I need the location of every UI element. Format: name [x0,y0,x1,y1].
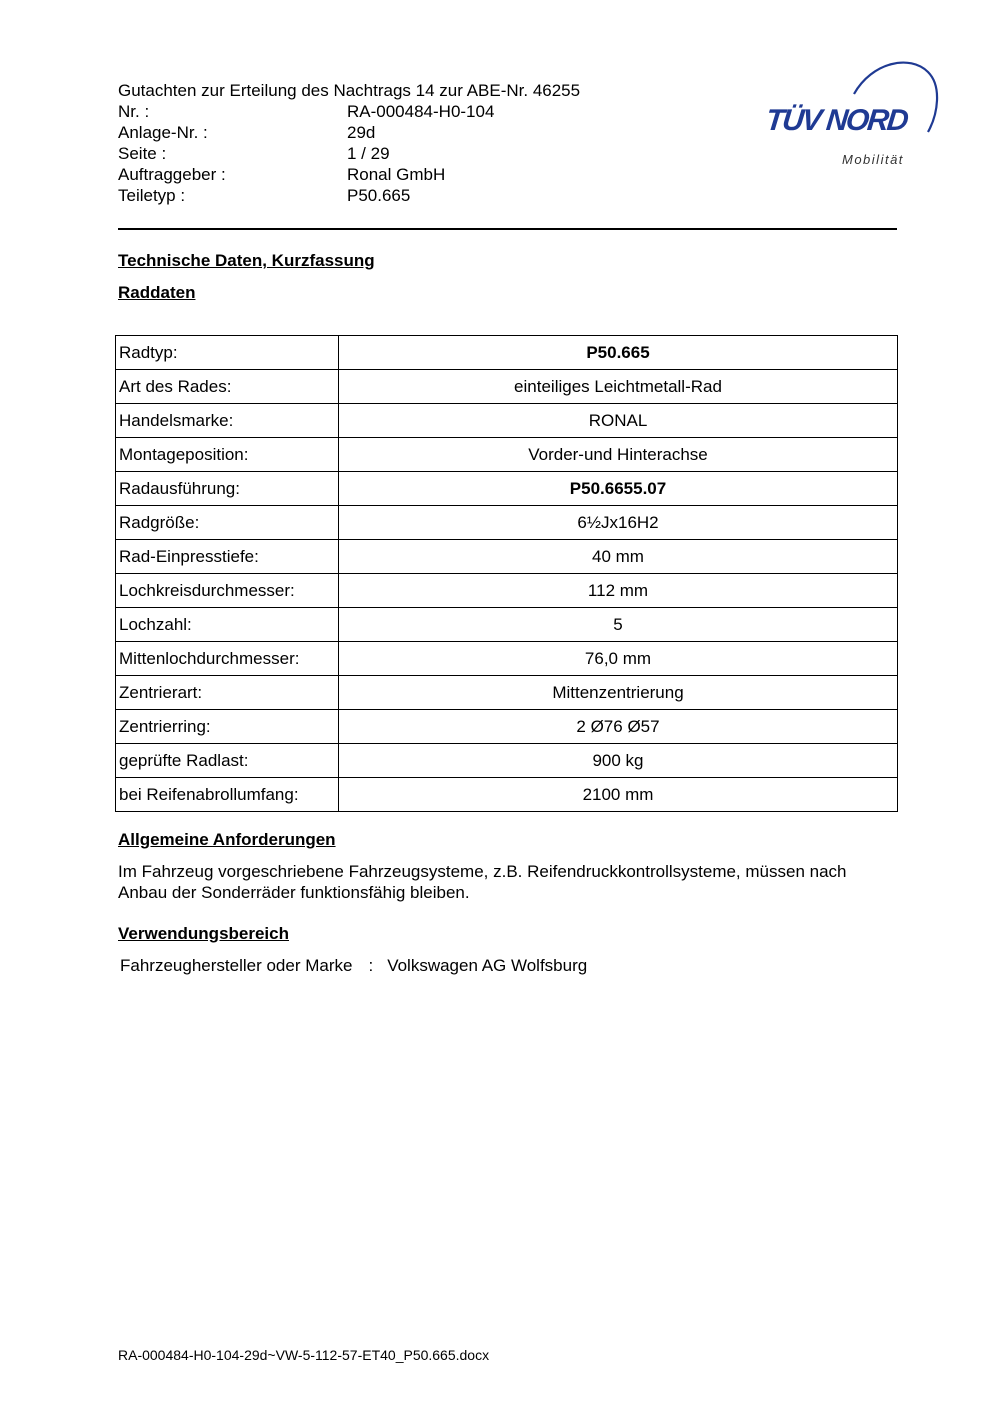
table-cell-label: Handelsmarke: [116,404,339,438]
header-value: 29d [347,123,376,142]
table-cell-value: Mittenzentrierung [339,676,898,710]
table-cell-value: 6½Jx16H2 [339,506,898,540]
table-row [116,608,898,642]
table-cell-value: 900 kg [339,744,898,778]
document-title: Gutachten zur Erteilung des Nachtrags 14 zur ABE-Nr. 46255 [118,81,581,100]
header-divider [118,228,897,230]
table-cell-value: 5 [339,608,898,642]
section-title-raddaten: Raddaten [118,283,196,302]
table-row [116,370,898,404]
table-cell-value: RONAL [339,404,898,438]
wheel-data-table [115,335,898,812]
table-cell-value: 2100 mm [339,778,898,812]
table-cell-label: Rad-Einpresstiefe: [116,540,339,574]
table-cell-value: 76,0 mm [339,642,898,676]
table-row [116,778,898,812]
header-row-seite [118,143,580,164]
anforderungen-text: Im Fahrzeug vorgeschriebene Fahrzeugsysteme, z.B. Reifendruckkontrollsysteme, müssen nach Anbau der Sonderräder funktionsfähig bleiben. [118,862,847,902]
section-title-verwendung: Verwendungsbereich [118,924,289,943]
usage-separator: : [368,956,374,975]
header-row-nr [118,101,580,122]
table-row [116,336,898,370]
section-title-anforderungen: Allgemeine Anforderungen [118,830,336,849]
table-cell-value: Vorder-und Hinterachse [339,438,898,472]
table-row [116,540,898,574]
table-row [116,574,898,608]
table-row [116,472,898,506]
table-cell-label: Radausführung: [116,472,339,506]
table-cell-value: 112 mm [339,574,898,608]
table-cell-label: Lochzahl: [116,608,339,642]
table-row [116,438,898,472]
header-value: P50.665 [347,186,411,205]
footer-filename: RA-000484-H0-104-29d~VW-5-112-57-ET40_P50.665.docx [118,1347,490,1363]
table-cell-label: Mittenlochdurchmesser: [116,642,339,676]
section-title-tech: Technische Daten, Kurzfassung [118,251,375,270]
table-cell-value: P50.6655.07 [339,472,898,506]
header-value: 1 / 29 [347,144,390,163]
table-cell-label: Art des Rades: [116,370,339,404]
table-row [116,642,898,676]
usage-line [120,956,587,976]
table-row [116,744,898,778]
usage-value: Volkswagen AG Wolfsburg [387,956,588,975]
header-label: Seite : [118,144,167,163]
table-row [116,404,898,438]
logo-subtitle: Mobilität [842,152,904,167]
header-row-anlage [118,122,580,143]
header-value: RA-000484-H0-104 [347,102,495,121]
table-cell-label: geprüfte Radlast: [116,744,339,778]
tuv-nord-logo [760,56,945,176]
table-cell-label: Radgröße: [116,506,339,540]
table-cell-label: Lochkreisdurchmesser: [116,574,339,608]
table-cell-value: 40 mm [339,540,898,574]
header-label: Nr. : [118,102,150,121]
header-label: Anlage-Nr. : [118,123,208,142]
usage-label: Fahrzeughersteller oder Marke [120,956,353,975]
table-cell-label: Zentrierring: [116,710,339,744]
table-row [116,506,898,540]
table-cell-value: einteiliges Leichtmetall-Rad [339,370,898,404]
header-label: Teiletyp : [118,186,186,205]
header-value: Ronal GmbH [347,165,446,184]
table-cell-label: Radtyp: [116,336,339,370]
header-row-teiletyp [118,185,580,206]
document-header [118,80,580,206]
table-cell-label: Zentrierart: [116,676,339,710]
table-cell-value: P50.665 [339,336,898,370]
table-row [116,676,898,710]
logo-brand: TÜV NORD [764,104,909,137]
table-cell-label: bei Reifenabrollumfang: [116,778,339,812]
table-cell-value: 2 Ø76 Ø57 [339,710,898,744]
table-cell-label: Montageposition: [116,438,339,472]
header-label: Auftraggeber : [118,165,226,184]
header-row-auftraggeber [118,164,580,185]
table-row [116,710,898,744]
